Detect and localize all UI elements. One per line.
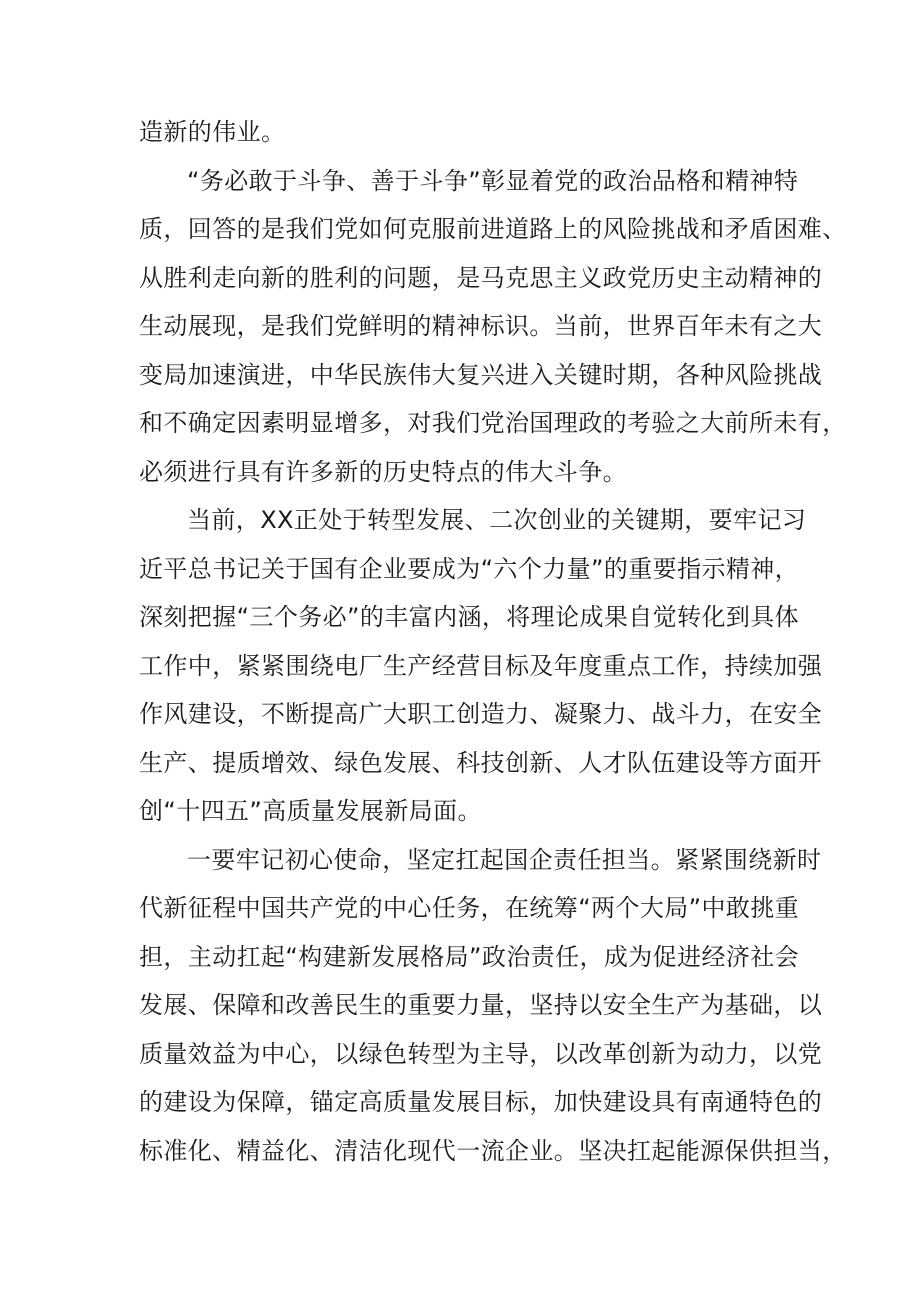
paragraph-line: 当前，XX正处于转型发展、二次创业的关键期，要牢记习 (187, 506, 807, 534)
paragraph-line: 创“十四五”高质量发展新局面。 (139, 797, 482, 825)
paragraph-line: 质量效益为中心，以绿色转型为主导，以改革创新为动力，以党 (139, 1039, 823, 1068)
paragraph-line: 工作中，紧紧围绕电厂生产经营目标及年度重点工作，持续加强 (139, 651, 823, 680)
document-body (139, 108, 847, 1175)
paragraph-line: 一要牢记初心使命，坚定扛起国企责任担当。紧紧围绕新时 (187, 845, 822, 874)
paragraph-line: 造新的伟业。 (139, 118, 286, 146)
paragraph-line: 生动展现，是我们党鲜明的精神标识。当前，世界百年未有之大 (139, 312, 823, 340)
paragraph-line: 深刻把握“三个务必”的丰富内涵，将理论成果自觉转化到具体 (139, 603, 800, 631)
paragraph-line: 生产、提质增效、绿色发展、科技创新、人才队伍建设等方面开 (139, 748, 823, 777)
paragraph-line: 标准化、精益化、清洁化现代一流企业。坚决扛起能源保供担当， (139, 1136, 847, 1165)
paragraph-line: 的建设为保障，锚定高质量发展目标，加快建设具有南通特色的 (139, 1088, 823, 1116)
paragraph-line: 近平总书记关于国有企业要成为“六个力量”的重要指示精神， (139, 554, 800, 583)
paragraph-line: 担，主动扛起“构建新发展格局”政治责任，成为促进经济社会 (139, 942, 800, 971)
paragraph-line: 变局加速演进，中华民族伟大复兴进入关键时期，各种风险挑战 (139, 360, 823, 389)
paragraph-line: 必须进行具有许多新的历史特点的伟大斗争。 (139, 457, 627, 486)
paragraph-line: “务必敢于斗争、善于斗争”彰显着党的政治品格和精神特 (187, 166, 799, 195)
paragraph-line: 从胜利走向新的胜利的问题，是马克思主义政党历史主动精神的 (139, 263, 823, 292)
paragraph-line: 代新征程中国共产党的中心任务，在统筹“两个大局”中敢挑重 (139, 894, 800, 922)
paragraph-line: 和不确定因素明显增多，对我们党治国理政的考验之大前所未有， (139, 409, 847, 437)
paragraph-line: 作风建设，不断提高广大职工创造力、凝聚力、战斗力，在安全 (139, 700, 823, 728)
paragraph-line: 发展、保障和改善民生的重要力量，坚持以安全生产为基础，以 (139, 991, 823, 1019)
paragraph-line: 质，回答的是我们党如何克服前进道路上的风险挑战和矛盾困难、 (139, 215, 847, 243)
